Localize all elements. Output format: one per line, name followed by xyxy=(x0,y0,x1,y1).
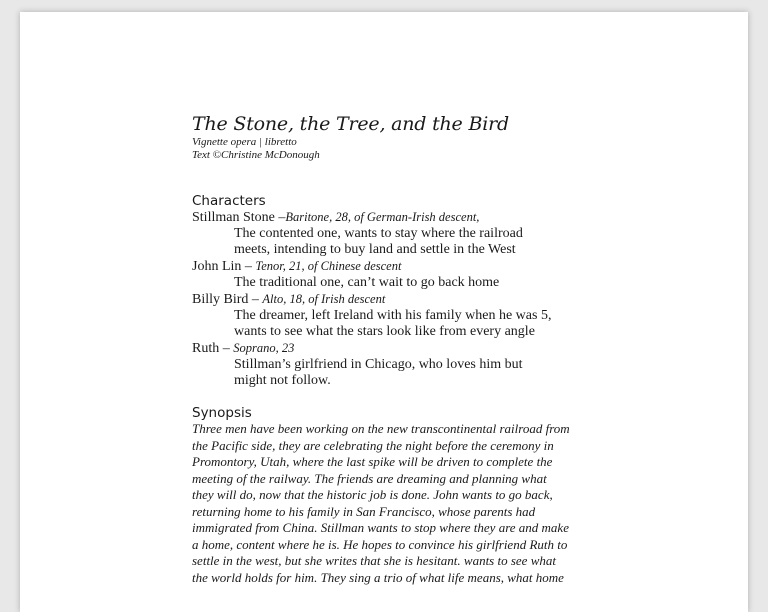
character-name: Ruth – xyxy=(192,341,234,356)
character-entry-ruth xyxy=(192,340,612,389)
synopsis-line: immigrated from China. Stillman wants to stop where they are and make xyxy=(192,520,569,535)
character-description: The dreamer, left Ireland with his family when he was 5, xyxy=(234,308,552,323)
character-voice: Alto, 18, of Irish descent xyxy=(262,292,386,306)
synopsis-line: Promontory, Utah, where the last spike will be driven to complete the xyxy=(192,454,553,469)
synopsis-line: Three men have been working on the new transcontinental railroad from xyxy=(192,421,570,436)
character-voice: Tenor, 21, of Chinese descent xyxy=(255,259,402,273)
characters-heading: Characters xyxy=(192,193,266,209)
synopsis-line: a home, content where he is. He hopes to convince his girlfriend Ruth to xyxy=(192,536,568,552)
character-name: John Lin – xyxy=(192,259,256,274)
synopsis-line: they will do, now that the historic job is done. John wants to go back, xyxy=(192,487,553,502)
character-entry-john xyxy=(192,258,612,291)
character-entry-stillman xyxy=(192,209,612,258)
synopsis-text xyxy=(192,421,612,586)
character-description: might not follow. xyxy=(234,373,331,388)
character-description: The traditional one, can’t wait to go back home xyxy=(234,275,500,290)
synopsis-line: settle in the west, but she writes that she is hesitant. wants to see what xyxy=(192,553,556,568)
document-title: The Stone, the Tree, and the Bird xyxy=(192,113,509,135)
character-entry-billy xyxy=(192,291,612,340)
synopsis-line: the Pacific side, they are celebrating the night before the ceremony in xyxy=(192,437,554,453)
character-voice: Soprano, 23 xyxy=(233,341,295,355)
character-description: The contented one, wants to stay where the railroad xyxy=(234,226,523,241)
character-description: Stillman’s girlfriend in Chicago, who loves him but xyxy=(234,357,523,372)
copyright-line: Text ©Christine McDonough xyxy=(192,149,320,161)
character-name: Billy Bird – xyxy=(192,292,263,307)
document-page xyxy=(20,12,748,612)
character-name: Stillman Stone – xyxy=(192,210,286,225)
document-content xyxy=(192,112,612,586)
character-description: wants to see what the stars look like from every angle xyxy=(234,324,535,339)
synopsis-line: the world holds for him. They sing a trio of what life means, what home xyxy=(192,569,564,585)
document-subtitle: Vignette opera | libretto xyxy=(192,136,297,148)
character-description: meets, intending to buy land and settle in the West xyxy=(234,242,516,257)
synopsis-heading: Synopsis xyxy=(192,405,252,421)
synopsis-line: returning home to his family in San Francisco, whose parents had xyxy=(192,503,536,519)
character-voice: Baritone, 28, of German-Irish descent, xyxy=(285,210,480,224)
synopsis-line: meeting of the railway. The friends are dreaming and planning what xyxy=(192,470,547,486)
